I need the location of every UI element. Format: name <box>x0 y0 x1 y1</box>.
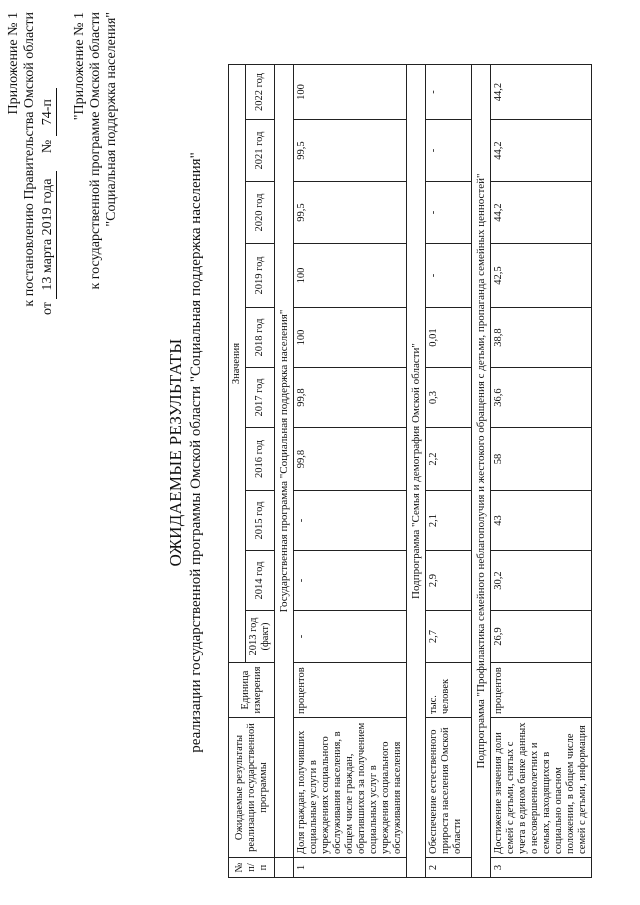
row-num: 1 <box>294 858 407 878</box>
row-value: 0,3 <box>426 368 472 428</box>
row-value: 44,2 <box>491 120 592 182</box>
row-value: 43 <box>491 491 592 551</box>
header-year: 2013 год (факт) <box>246 611 275 663</box>
header-year: 2014 год <box>246 551 275 611</box>
row-value: 38,8 <box>491 308 592 368</box>
section-row <box>472 65 491 878</box>
program-appendix-label: "Приложение № 1 <box>72 12 87 121</box>
row-value: - <box>294 491 407 551</box>
row-result: Доля граждан, получивших социальные услуги в учреждениях социального обслуживания населения, в общем числе граждан, обратившихся за получением социальных услуг в учреждения социального обслуживания населения <box>294 718 407 858</box>
row-unit: тыс. человек <box>426 663 472 718</box>
table-row <box>491 65 592 878</box>
table-row <box>294 65 407 878</box>
row-value: 100 <box>294 65 407 120</box>
results-table <box>228 64 592 878</box>
header-values: Значения <box>229 65 246 663</box>
row-value: - <box>426 65 472 120</box>
row-value: 58 <box>491 428 592 491</box>
header-result: Ожидаемые результаты реализации государственной программы <box>229 718 275 858</box>
section-row <box>407 65 426 878</box>
row-value: 2,9 <box>426 551 472 611</box>
document-subtitle: реализации государственной программы Омской области "Социальная поддержка населения" <box>188 152 204 753</box>
header-unit: Единица измерения <box>229 663 275 718</box>
header-year: 2019 год <box>246 244 275 308</box>
row-value: 36,6 <box>491 368 592 428</box>
row-value: 42,5 <box>491 244 592 308</box>
header-year: 2022 год <box>246 65 275 120</box>
resolution-date: 13 марта 2019 года <box>40 171 57 299</box>
row-value: 2,1 <box>426 491 472 551</box>
section-title: Подпрограмма "Профилактика семейного неблагополучия и жестокого обращения с детьми, пропаганда семейных ценностей" <box>472 65 491 878</box>
row-value: - <box>294 551 407 611</box>
row-value: 30,2 <box>491 551 592 611</box>
row-value: 0,01 <box>426 308 472 368</box>
row-value: 100 <box>294 244 407 308</box>
row-unit: процентов <box>294 663 407 718</box>
resolution-date-line <box>40 88 57 315</box>
header-num: № п/п <box>229 858 275 878</box>
program-name-line: "Социальная поддержка населения" <box>104 12 119 227</box>
row-result: Достижение значения доли семей с детьми, снятых с учета в едином банке данных о несовершеннолетних и семьях, находящихся в социально опасном положении, в общем числе семей с детьми, информация <box>491 718 592 858</box>
header-year: 2020 год <box>246 182 275 244</box>
section-title: Государственная программа "Социальная поддержка населения" <box>275 65 294 858</box>
resolution-number: 74-п <box>40 88 57 136</box>
row-value: - <box>426 244 472 308</box>
row-value: 2,2 <box>426 428 472 491</box>
header-year: 2016 год <box>246 428 275 491</box>
row-value: 44,2 <box>491 182 592 244</box>
section-row <box>275 65 294 878</box>
row-num: 3 <box>491 858 592 878</box>
row-unit: процентов <box>491 663 592 718</box>
row-num: 2 <box>426 858 472 878</box>
header-year: 2018 год <box>246 308 275 368</box>
row-value: 100 <box>294 308 407 368</box>
row-value: - <box>426 182 472 244</box>
row-result: Обеспечение естественного прироста населения Омской области <box>426 718 472 858</box>
header-year: 2015 год <box>246 491 275 551</box>
row-value: 44,2 <box>491 65 592 120</box>
table-row <box>426 65 472 878</box>
header-year: 2017 год <box>246 368 275 428</box>
row-value: 99,5 <box>294 182 407 244</box>
row-value: 2,7 <box>426 611 472 663</box>
row-value: - <box>294 611 407 663</box>
document-title: ОЖИДАЕМЫЕ РЕЗУЛЬТАТЫ <box>166 338 185 567</box>
section-title: Подпрограмма "Семья и демография Омской области" <box>407 65 426 878</box>
from-label: от <box>40 302 55 315</box>
row-value: 99,8 <box>294 428 407 491</box>
row-value: 26,9 <box>491 611 592 663</box>
table-header-row <box>229 65 246 878</box>
program-line: к государственной программе Омской области <box>88 12 103 290</box>
row-value: 99,5 <box>294 120 407 182</box>
resolution-line: к постановлению Правительства Омской области <box>22 12 37 307</box>
row-value: 99,8 <box>294 368 407 428</box>
header-year: 2021 год <box>246 120 275 182</box>
appendix-label: Приложение № 1 <box>6 12 21 115</box>
number-label: № <box>40 139 55 154</box>
row-value: - <box>426 120 472 182</box>
